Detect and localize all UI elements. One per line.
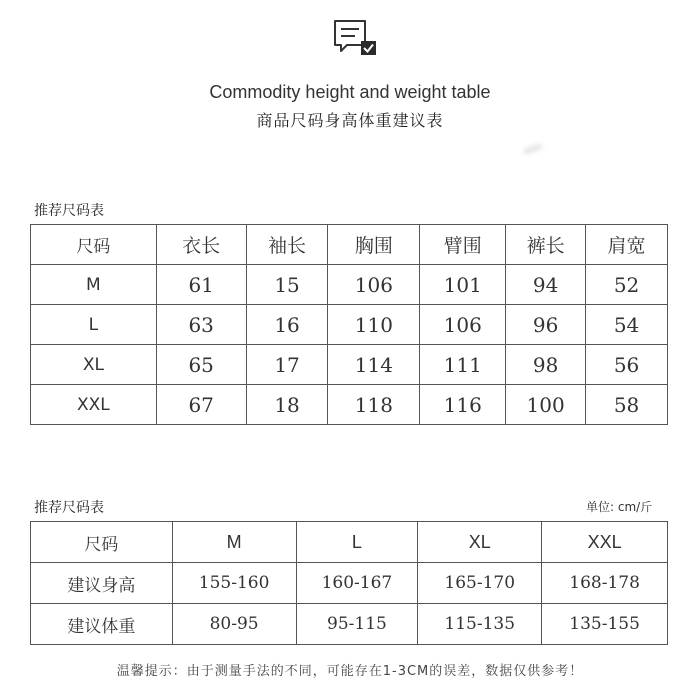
table1-title: 推荐尺码表: [34, 203, 104, 219]
value-cell: 98: [506, 345, 586, 385]
value-cell: 54: [586, 305, 668, 345]
value-cell: 155-160: [172, 563, 296, 604]
size-cell: L: [31, 305, 157, 345]
header-cell: 胸围: [328, 225, 420, 265]
value-cell: 52: [586, 265, 668, 305]
value-cell: 111: [420, 345, 506, 385]
header-cell: M: [172, 522, 296, 563]
header-cell: 臂围: [420, 225, 506, 265]
header-cell: 裤长: [506, 225, 586, 265]
size-measurement-table: [30, 224, 668, 425]
value-cell: 65: [156, 345, 246, 385]
value-cell: 17: [246, 345, 328, 385]
value-cell: 67: [156, 385, 246, 425]
table-header-row: [31, 225, 668, 265]
value-cell: 165-170: [418, 563, 542, 604]
header-cell: L: [296, 522, 418, 563]
value-cell: 80-95: [172, 604, 296, 645]
header-cell: XL: [418, 522, 542, 563]
title-chinese: 商品尺码身高体重建议表: [256, 111, 444, 130]
table2-title: 推荐尺码表: [34, 500, 104, 516]
value-cell: 115-135: [418, 604, 542, 645]
value-cell: 15: [246, 265, 328, 305]
value-cell: 101: [420, 265, 506, 305]
table-row: [31, 345, 668, 385]
header-cell: 尺码: [31, 522, 173, 563]
table-row: [31, 305, 668, 345]
header-cell: 袖长: [246, 225, 328, 265]
decorative-smudge: [523, 143, 544, 155]
row-label-cell: 建议身高: [31, 563, 173, 604]
size-cell: XL: [31, 345, 157, 385]
height-weight-table: [30, 521, 668, 645]
table-row: [31, 604, 668, 645]
value-cell: 94: [506, 265, 586, 305]
value-cell: 106: [420, 305, 506, 345]
value-cell: 160-167: [296, 563, 418, 604]
value-cell: 56: [586, 345, 668, 385]
table-row: [31, 265, 668, 305]
value-cell: 116: [420, 385, 506, 425]
value-cell: 16: [246, 305, 328, 345]
value-cell: 61: [156, 265, 246, 305]
value-cell: 168-178: [542, 563, 668, 604]
header-cell: 衣长: [156, 225, 246, 265]
value-cell: 96: [506, 305, 586, 345]
table-header-row: [31, 522, 668, 563]
value-cell: 18: [246, 385, 328, 425]
title-english: Commodity height and weight table: [209, 82, 491, 102]
value-cell: 114: [328, 345, 420, 385]
row-label-cell: 建议体重: [31, 604, 173, 645]
header-cell: 尺码: [31, 225, 157, 265]
value-cell: 58: [586, 385, 668, 425]
unit-label: 单位: cm/斤: [586, 500, 653, 514]
value-cell: 110: [328, 305, 420, 345]
size-cell: XXL: [31, 385, 157, 425]
disclaimer-note: 温馨提示：由于测量手法的不同，可能存在1-3CM的误差，数据仅供参考！: [116, 664, 584, 679]
value-cell: 100: [506, 385, 586, 425]
value-cell: 95-115: [296, 604, 418, 645]
value-cell: 118: [328, 385, 420, 425]
header-cell: XXL: [542, 522, 668, 563]
table-row: [31, 385, 668, 425]
size-cell: M: [31, 265, 157, 305]
value-cell: 135-155: [542, 604, 668, 645]
message-check-icon: [332, 18, 378, 58]
table-row: [31, 563, 668, 604]
header-cell: 肩宽: [586, 225, 668, 265]
value-cell: 106: [328, 265, 420, 305]
value-cell: 63: [156, 305, 246, 345]
